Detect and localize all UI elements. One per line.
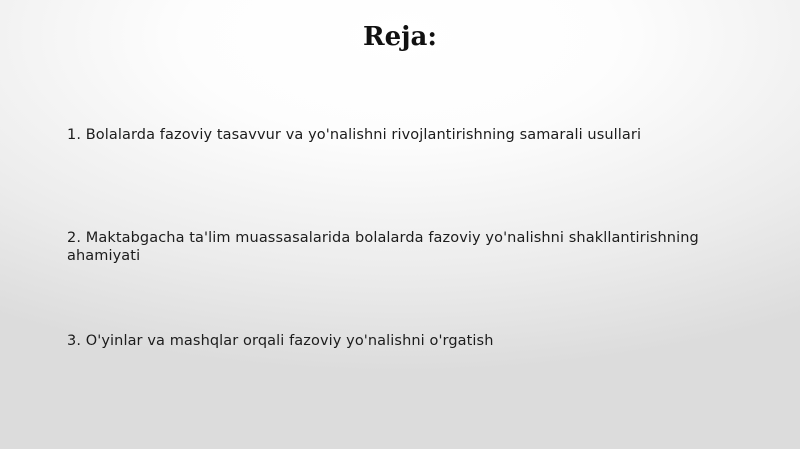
plan-item-3: 3. O'yinlar va mashqlar orqali fazoviy yo'nalishni o'rgatish (67, 333, 494, 349)
slide-title: Reja: (362, 22, 437, 52)
plan-item-1: 1. Bolalarda fazoviy tasavvur va yo'nalishni rivojlantirishning samarali usullari (67, 127, 642, 143)
plan-item-2: 2. Maktabgacha ta'lim muassasalarida bolalarda fazoviy yo'nalishni shakllantirishning ahamiyati (67, 230, 699, 264)
